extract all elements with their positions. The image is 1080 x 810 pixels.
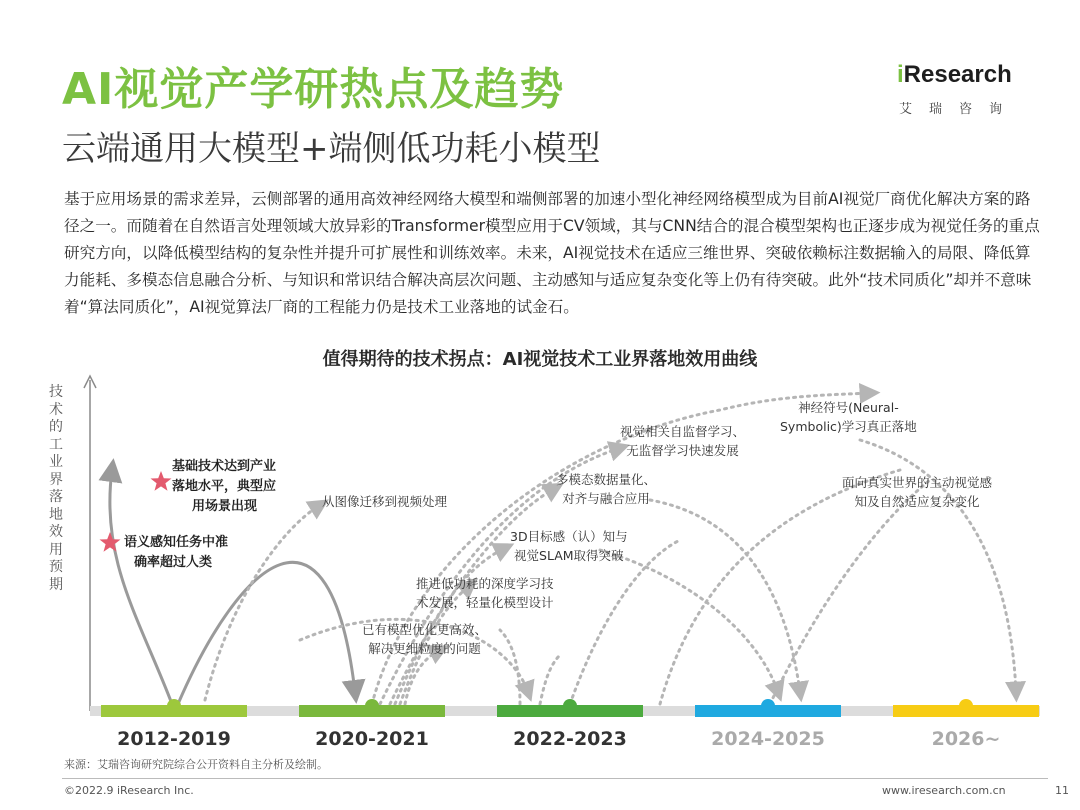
annotation-self-supervised: [620, 422, 745, 460]
milestone-line: 确率超过人类: [134, 555, 213, 570]
period-label-2020-2021: 2020-2021: [315, 728, 429, 750]
milestone-basic-tech: [172, 457, 276, 517]
annotation-line: 3D目标感（认）知与: [510, 529, 628, 544]
milestone-semantic: [124, 533, 228, 573]
annotation-optimize: [362, 620, 487, 658]
milestone-line: 基础技术达到产业: [172, 459, 277, 474]
annotation-line: 对齐与融合应用: [562, 491, 650, 506]
annotation-line: Symbolic)学习真正落地: [780, 419, 917, 434]
annotation-line: 视觉SLAM取得突破: [514, 548, 624, 563]
annotation-line: 多模态数据量化、: [556, 472, 657, 487]
period-knob-2012: [167, 699, 181, 713]
page-title: AI视觉产学研热点及趋势: [62, 64, 565, 115]
page-subtitle: 云端通用大模型+端侧低功耗小模型: [62, 129, 601, 169]
milestone-line: 语义感知任务中准: [124, 535, 229, 550]
intro-paragraph: 基于应用场景的需求差异，云侧部署的通用高效神经网络大模型和端侧部署的加速小型化神经网络模型成为目前AI视觉厂商优化解决方案的路径之一。而随着在自然语言处理领域大放异彩的Transformer模型应用于CV领域，其与CNN结合的混合模型架构也正逐步成为视觉任务的重点研究方向，以降低模型结构的复杂性并提升可扩展性和训练效率。未来，AI视觉技术在适应三维世界、突破依赖标注数据输入的局限、降低算力能耗、多模态信息融合分析、与知识和常识结合解决高层次问题、主动感知与适应复杂变化等上仍有待突破。此外“技术同质化”却并不意味着“算法同质化”，AI视觉算法厂商的工程能力仍是技术工业落地的试金石。: [64, 190, 1040, 316]
footer-divider: [62, 778, 1048, 779]
page-number: 11: [1055, 784, 1069, 797]
annotation-line: 知及自然适应复杂变化: [854, 494, 980, 509]
milestone-line: 落地水平，典型应: [172, 479, 277, 494]
star-icon: [151, 471, 172, 491]
annotation-lowpower: [416, 574, 554, 612]
y-axis-label: 技术的工业界落地效用预期: [49, 384, 63, 593]
curve-from-2024: [770, 480, 930, 704]
diagram-title: 值得期待的技术拐点：AI视觉技术工业界落地效用曲线: [322, 349, 758, 370]
period-knob-2024: [761, 699, 775, 713]
period-knob-2020: [365, 699, 379, 713]
annotation-line: 解决更细粒度的问题: [368, 641, 481, 656]
period-knob-2026: [959, 699, 973, 713]
curve-to-2024: [600, 550, 778, 692]
annotation-line: 术发展，轻量化模型设计: [416, 595, 554, 610]
annotation-line: 面向真实世界的主动视觉感: [842, 475, 993, 490]
curve-into-2022-a: [500, 630, 520, 704]
annotation-slam: [510, 527, 628, 565]
logo-i: i: [897, 61, 904, 88]
copyright: ©2022.9 iResearch Inc.: [64, 784, 194, 797]
annotation-line: 视觉相关自监督学习、: [620, 424, 746, 439]
annotation-neural-symbolic: [780, 398, 917, 436]
annotation-multimodal: [556, 470, 656, 508]
period-label-2026: 2026~: [931, 728, 1001, 750]
logo-chinese: 艾瑞咨询: [899, 102, 1020, 117]
curve-into-2022-b: [540, 655, 560, 704]
annotation-line: 推进低功耗的深度学习技: [416, 576, 554, 591]
annotation-line: 已有模型优化更高效、: [362, 622, 488, 637]
annotation-line: 无监督学习快速发展: [626, 443, 739, 458]
period-label-2022-2023: 2022-2023: [513, 728, 627, 750]
period-knob-2022: [563, 699, 577, 713]
annotation-active: [842, 473, 992, 511]
period-label-2012-2019: 2012-2019: [117, 728, 231, 750]
annotation-video: 从图像迁移到视频处理: [322, 494, 448, 509]
period-label-2024-2025: 2024-2025: [711, 728, 825, 750]
star-icon: [100, 532, 121, 552]
annotation-line: 神经符号(Neural-: [798, 400, 899, 415]
curve-semantic: [110, 470, 172, 704]
source-note: 来源：艾瑞咨询研究院综合公开资料自主分析及绘制。: [64, 758, 328, 771]
website-link[interactable]: www.iresearch.com.cn: [882, 784, 1006, 797]
logo-research: Research: [903, 61, 1012, 88]
curve-basic-tech: [178, 562, 355, 704]
milestone-line: 用场景出现: [192, 499, 258, 514]
